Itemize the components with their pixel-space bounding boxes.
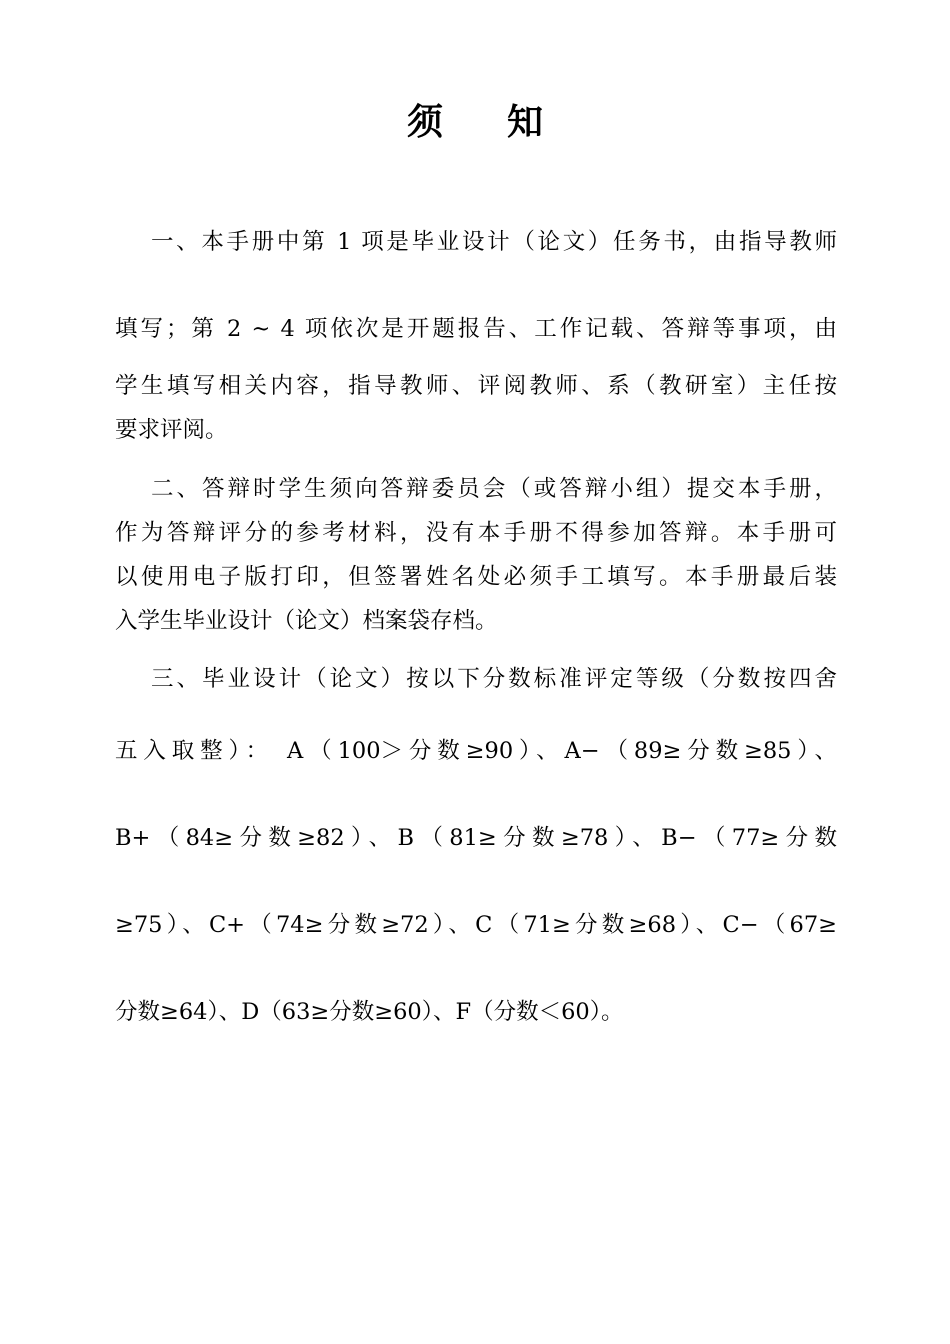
- paragraph-2-line-3: 以使用电子版打印，但签署姓名处必须手工填写。本手册最后装: [115, 564, 837, 590]
- paragraph-1-line-1: 一、本手册中第 1 项是毕业设计（论文）任务书，由指导教师: [151, 229, 837, 255]
- paragraph-2-line-2: 作为答辩评分的参考材料，没有本手册不得参加答辩。本手册可: [115, 520, 837, 546]
- paragraph-3-line-5: 分数≥64）、D（63≥分数≥60）、F（分数＜60）。: [115, 999, 624, 1025]
- title-char-1: 须: [406, 101, 443, 143]
- paragraph-3-line-3: B+（84≥分数≥82）、B（81≥分数≥78）、B−（77≥分数: [115, 825, 837, 851]
- paragraph-1-line-2: 填写；第 2 ~ 4 项依次是开题报告、工作记载、答辩等事项，由: [115, 316, 837, 342]
- paragraph-1-line-4: 要求评阅。: [115, 417, 228, 443]
- title-char-2: 知: [507, 101, 544, 143]
- paragraph-3-line-1: 三、毕业设计（论文）按以下分数标准评定等级（分数按四舍: [151, 666, 837, 692]
- page-title: [0, 98, 950, 146]
- paragraph-1-line-3: 学生填写相关内容，指导教师、评阅教师、系（教研室）主任按: [115, 373, 837, 399]
- paragraph-3-line-4: ≥75）、C+（74≥分数≥72）、C（71≥分数≥68）、C−（67≥: [115, 912, 837, 938]
- paragraph-2-line-1: 二、答辩时学生须向答辩委员会（或答辩小组）提交本手册，: [151, 476, 837, 502]
- paragraph-3-line-2: 五入取整）： A（100＞分数≥90）、A−（89≥分数≥85）、: [115, 738, 837, 764]
- paragraph-2-line-4: 入学生毕业设计（论文）档案袋存档。: [115, 608, 498, 634]
